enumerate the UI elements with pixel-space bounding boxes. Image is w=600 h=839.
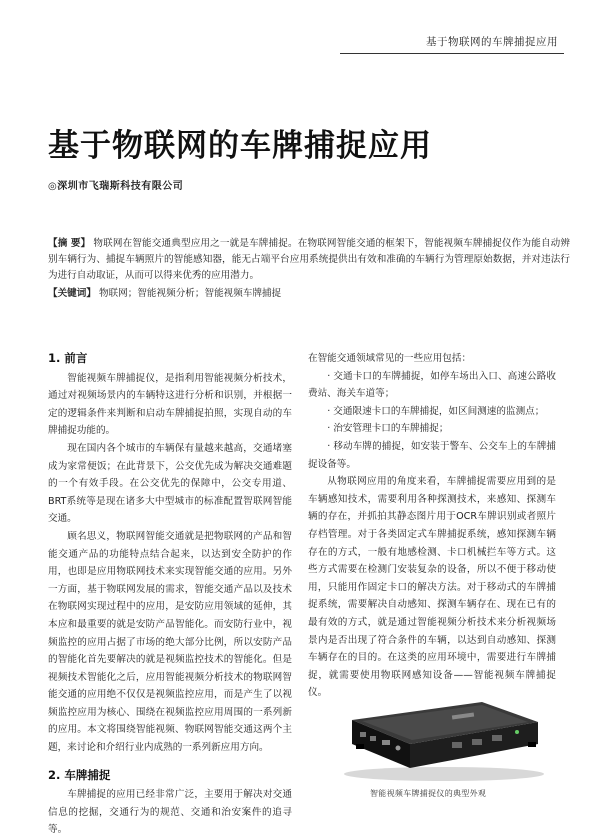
bullet-item: · 治安管理卡口的车牌捕捉； xyxy=(327,423,449,435)
device-photo xyxy=(332,682,552,784)
section-heading-2: 2. 车牌捕捉 xyxy=(48,767,111,782)
running-title: 基于物联网的车牌捕捉应用 xyxy=(426,36,558,48)
body-paragraph: 在智能交通领域常见的一些应用包括： xyxy=(308,353,472,364)
running-header xyxy=(0,0,600,60)
left-column xyxy=(48,350,292,839)
device-illustration xyxy=(332,682,552,784)
bullet-item: · 交通限速卡口的车牌捕捉，如区间测速的监测点； xyxy=(327,405,545,417)
figure-caption: 智能视频车牌捕捉仪的典型外观 xyxy=(370,789,487,798)
article-author: ◎深圳市飞瑞斯科技有限公司 xyxy=(48,181,184,192)
keywords-paragraph xyxy=(48,286,570,302)
keywords-text: 物联网；智能视频分析；智能视频车牌捕捉 xyxy=(98,288,282,299)
header-rule xyxy=(340,53,564,54)
bullet-item: · 移动车牌的捕捉，如安装于警车、公交车上的车牌捕捉设备等。 xyxy=(308,440,556,470)
body-paragraph: 顾名思义，物联网智能交通就是把物联网的产品和智能交通产品的功能特点结合起来，以达到安全防护的作用，也即是应用物联网技术来实现智能交通的应用。另外一方面，基于物联网发展的需求，智能交通产品以及技术在物联网实现过程中的应用，是安防应用领域的延伸，其本应和最重要的就是安防产品智能化。而安防行业中，视频监控的应用占据了市场的绝大部分比例，所以安防产品的智能化首先要解决的就是视频监控技术的智能化。但是视频技术智能化之后，应用智能视频分析技术的物联网智能交通的应用绝不仅仅是视频监控应用，而是产生了以视频监控应用为核心、围绕在视频监控应用周围的一系列新的应用。本文将围绕智能视频、物联网智能交通这两个主题，来讨论和介绍行业内成熟的一系列新应用方向。 xyxy=(48,530,292,754)
article-title: 基于物联网的车牌捕捉应用 xyxy=(48,128,432,164)
body-paragraph: 现在国内各个城市的车辆保有量越来越高，交通堵塞成为家常便饭；在此背景下，公交优先成为解决交通难题的一个有效手段。在公交优先的保障中，公交专用道、BRT系统等是现在诸多大中型城市的标准配置智联网智能交通。 xyxy=(48,442,292,525)
keywords-label: 【关键词】 xyxy=(48,288,96,299)
bullet-item: · 交通卡口的车牌捕捉，如停车场出入口、高速公路收费站、海关车道等； xyxy=(308,370,556,400)
section-heading-1: 1. 前言 xyxy=(48,351,88,365)
body-paragraph: 从物联网应用的角度来看，车牌捕捉需要应用到的是车辆感知技术，需要利用各种探测技术，来感知、探测车辆的存在，并抓拍其静态图片用于OCR车牌识别或者照片存档管理。对于各类固定式车牌捕捉系统，感知探测车辆存在的方式，一般有地感检测、卡口机械拦车等方式。这些方式需要在检测门安装复杂的设备，所以不便于移动使用，只能用作固定卡口的解决方法。对于移动式的车牌捕捉系统，需要解决自动感知、探测车辆存在、现在已有的最有效的方式，就是通过智能视频分析技术来分析视频场景内是否出现了符合条件的车辆，以达到自动感知、探测车辆存在的目的。在这类的应用环境中，需要进行车牌捕捉，就需要使用物联网感知设备——智能视频车牌捕捉仪。 xyxy=(308,476,556,699)
abstract-label: 【摘 要】 xyxy=(48,238,91,249)
body-paragraph: 车牌捕捉的应用已经非常广泛，主要用于解决对交通信息的挖掘，交通行为的规范、交通和治安案件的追寻等。 xyxy=(48,789,292,836)
abstract-block xyxy=(48,236,570,302)
right-column xyxy=(308,350,556,702)
body-paragraph: 智能视频车牌捕捉仪，是指利用智能视频分析技术，通过对视频场景内的车辆特这进行分析和识别，并根据一定的逻辑条件来判断和启动车牌捕捉拍照，实现自动的车牌捕捉功能的。 xyxy=(48,372,292,437)
abstract-text: 物联网在智能交通典型应用之一就是车牌捕捉。在物联网智能交通的框架下，智能视频车牌捕捉仪作为能自动辨别车辆行为、捕捉车辆照片的智能感知器，能无占端平台应用系统提供出有效和准确的车辆行为管理原始数据，并对违法行为进行自动取证，从而可以得来优秀的应用潜力。 xyxy=(48,238,571,281)
abstract-paragraph xyxy=(48,236,570,284)
